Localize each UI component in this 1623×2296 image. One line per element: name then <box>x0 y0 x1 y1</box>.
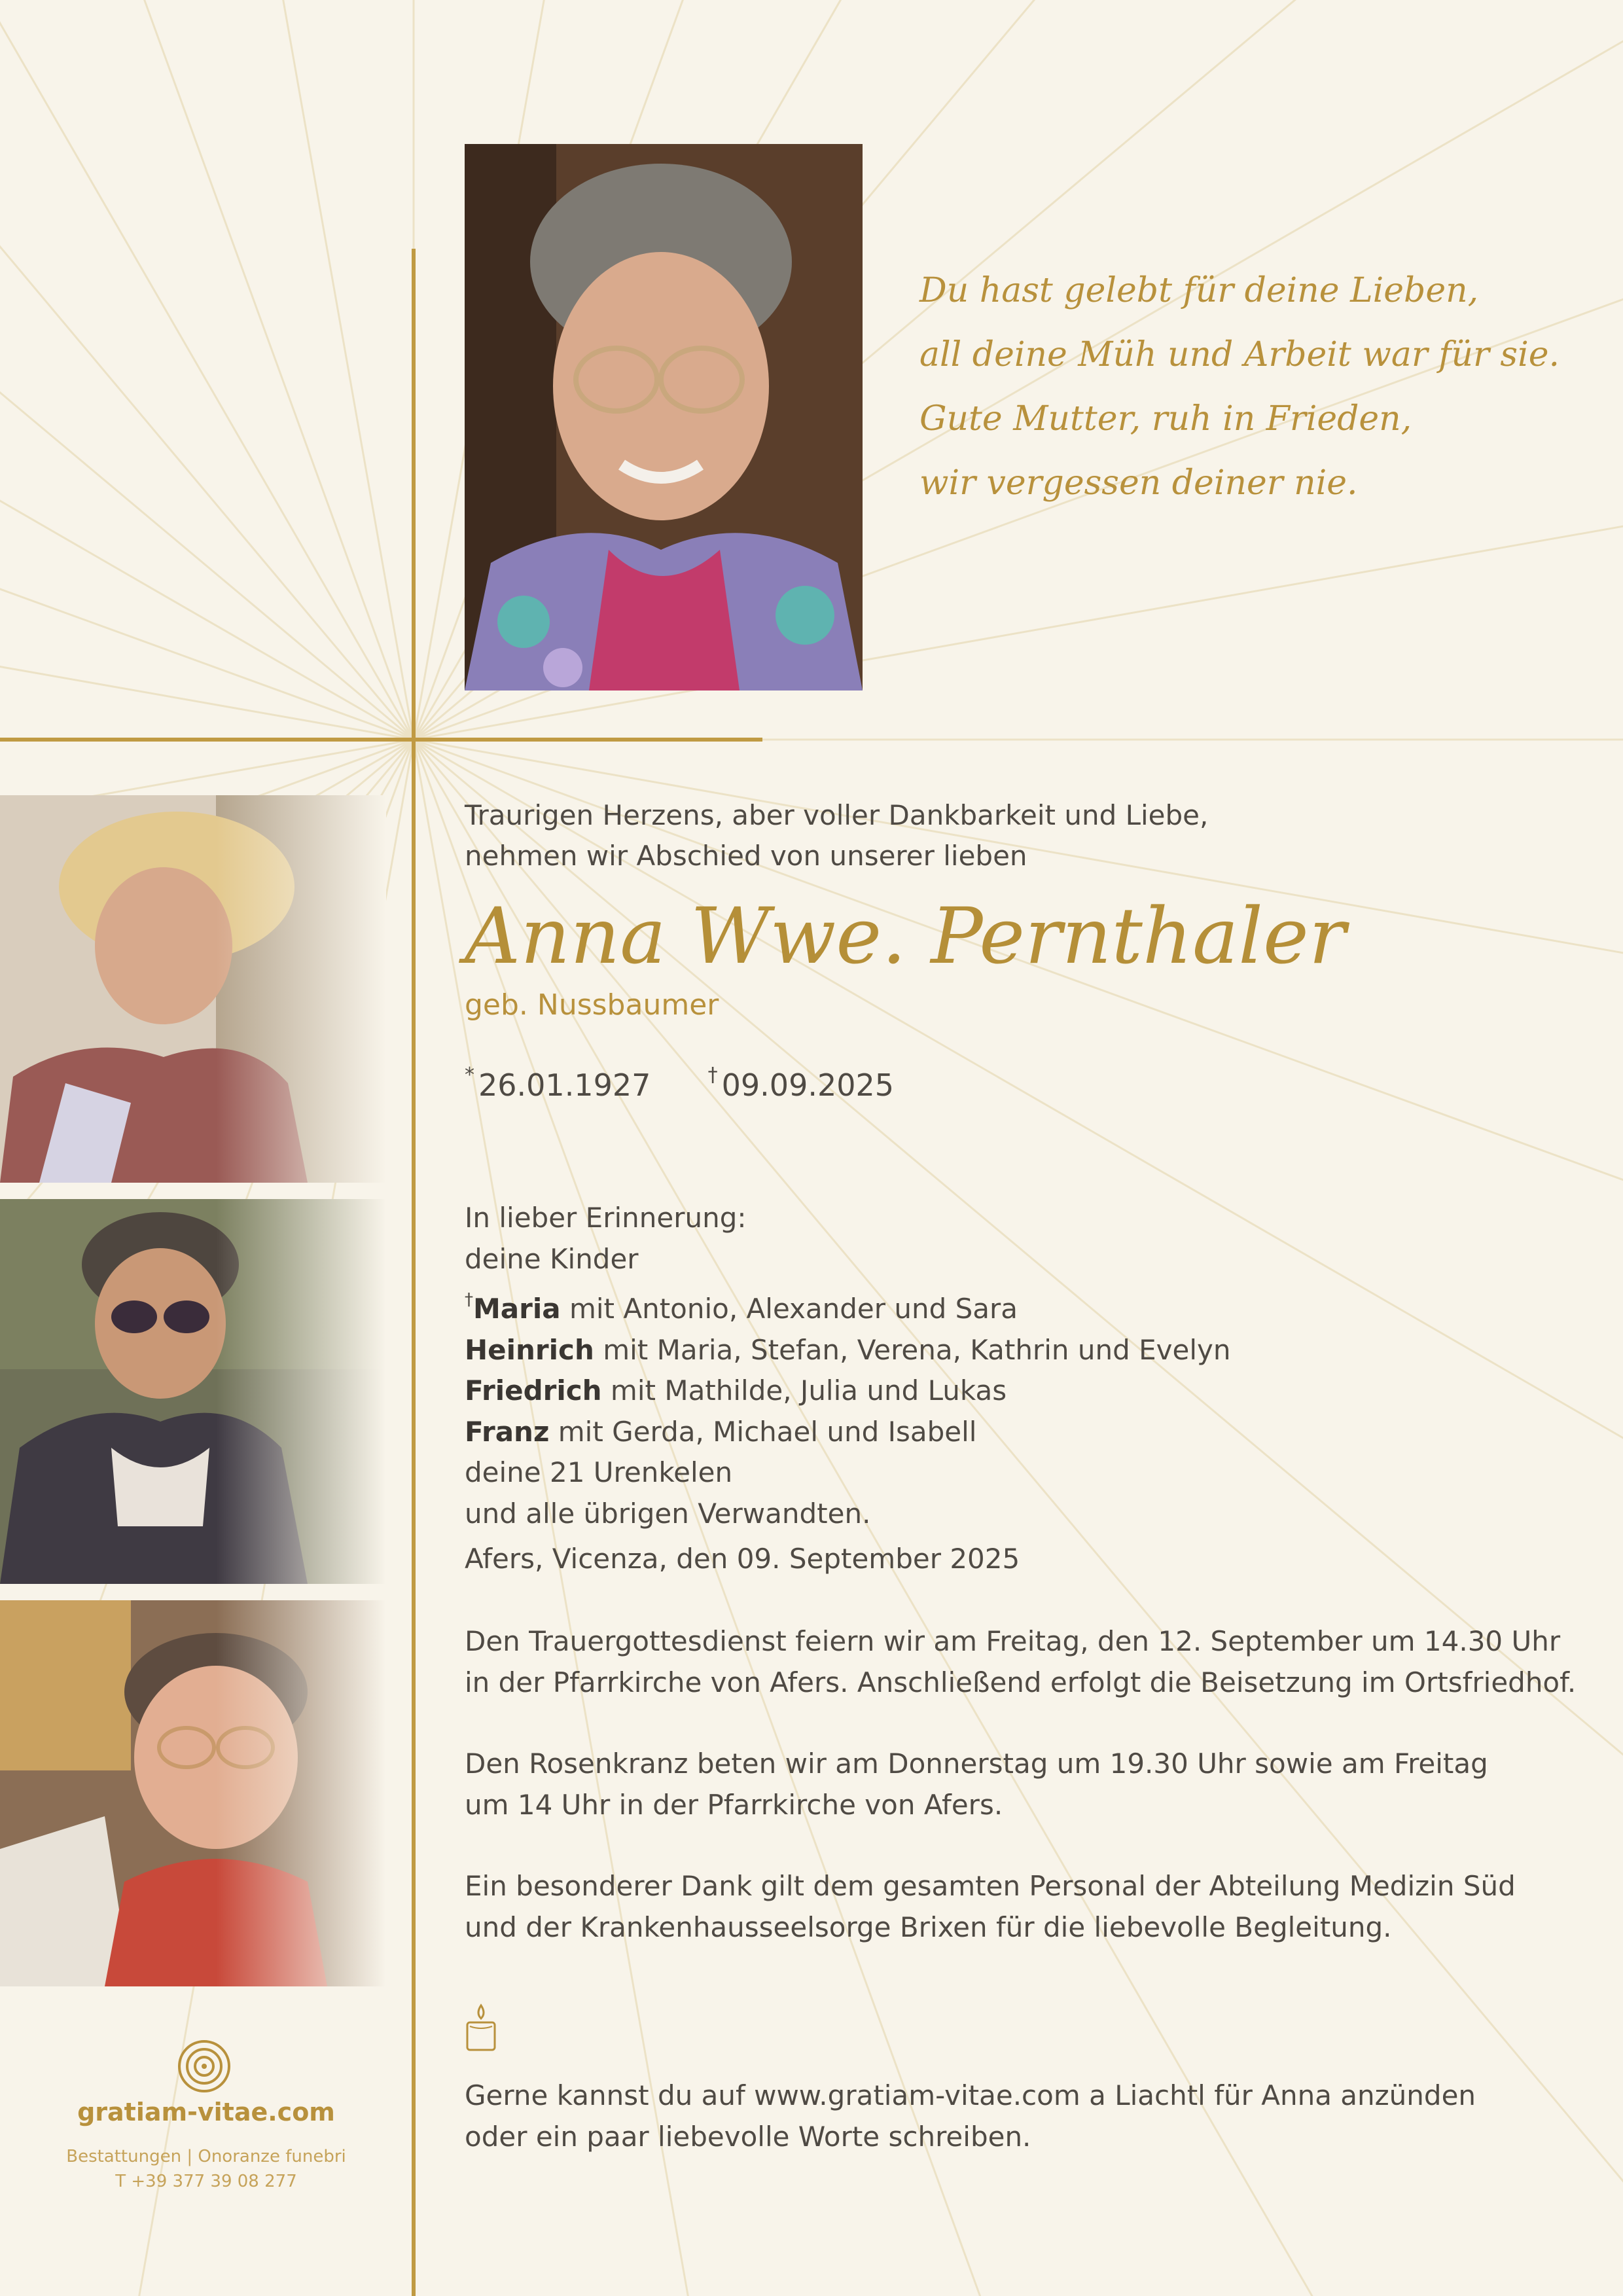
cross-horizontal-line <box>0 738 762 742</box>
background-ray <box>0 0 414 740</box>
child-name: Heinrich <box>465 1333 594 1366</box>
main-portrait-photo <box>465 144 863 691</box>
place-date: Afers, Vicenza, den 09. September 2025 <box>465 1543 1020 1575</box>
death-date: 09.09.2025 <box>721 1067 895 1103</box>
memorial-quote <box>919 259 1587 515</box>
thanks-info <box>465 1865 1590 1948</box>
background-ray <box>0 0 414 740</box>
thanks-line: und der Krankenhausseelsorge Brixen für die liebevolle Begleitung. <box>465 1911 1392 1943</box>
rosary-info <box>465 1743 1590 1825</box>
child-name: Friedrich <box>465 1374 602 1407</box>
rosary-line: um 14 Uhr in der Pfarrkirche von Afers. <box>465 1789 1003 1821</box>
child-cross: † <box>465 1290 473 1310</box>
deceased-name: Anna Wwe. Pernthaler <box>465 891 1346 981</box>
survivors-list <box>465 1198 1577 1534</box>
child-name: Franz <box>465 1415 550 1448</box>
online-line[interactable]: Gerne kannst du auf www.gratiam-vitae.com a Liachtl für Anna anzünden <box>465 2079 1476 2111</box>
online-line: oder ein paar liebevolle Worte schreiben. <box>465 2121 1031 2153</box>
birth-symbol: * <box>465 1064 474 1086</box>
quote-line: Gute Mutter, ruh in Frieden, <box>919 399 1412 439</box>
background-ray <box>0 262 414 740</box>
child-entry <box>465 1412 1577 1453</box>
quote-line: all deine Müh und Arbeit war für sie. <box>919 335 1560 374</box>
birth-name: geb. Nussbaumer <box>465 988 719 1022</box>
quote-line: wir vergessen deiner nie. <box>919 463 1358 503</box>
funeral-line: Den Trauergottesdienst feiern wir am Freitag, den 12. September um 14.30 Uhr <box>465 1625 1561 1657</box>
quote-line: Du hast gelebt für deine Lieben, <box>919 271 1479 310</box>
intro-line: nehmen wir Abschied von unserer lieben <box>465 840 1027 872</box>
side-photo-sunglasses <box>0 1199 386 1584</box>
rosary-line: Den Rosenkranz beten wir am Donnerstag um 19.30 Uhr sowie am Freitag <box>465 1748 1488 1780</box>
child-family: mit Gerda, Michael und Isabell <box>549 1415 977 1448</box>
background-ray <box>0 0 414 740</box>
background-ray <box>0 0 414 740</box>
child-family: mit Antonio, Alexander und Sara <box>560 1293 1018 1325</box>
life-dates <box>465 1064 894 1103</box>
thanks-line: Ein besonderer Dank gilt dem gesamten Personal der Abteilung Medizin Süd <box>465 1870 1516 1902</box>
online-info <box>465 2075 1590 2157</box>
child-entry <box>465 1280 1577 1330</box>
background-ray <box>0 0 414 740</box>
memory-children-heading: deine Kinder <box>465 1242 639 1275</box>
child-name: Maria <box>473 1293 561 1325</box>
background-ray <box>0 0 414 740</box>
other-relatives: und alle übrigen Verwandten. <box>465 1497 871 1530</box>
background-ray <box>0 0 414 740</box>
candle-icon <box>465 2003 497 2053</box>
intro-line: Traurigen Herzens, aber voller Dankbarkeit und Liebe, <box>465 799 1209 831</box>
child-family: mit Maria, Stefan, Verena, Kathrin und Evelyn <box>594 1333 1231 1366</box>
funeral-info <box>465 1621 1590 1703</box>
spiral-logo-icon <box>177 2039 232 2094</box>
side-photo-traditional-dress <box>0 1600 386 1986</box>
intro-text <box>465 795 1577 876</box>
funeral-line: in der Pfarrkirche von Afers. Anschließend erfolgt die Beisetzung im Ortsfriedhof. <box>465 1666 1577 1698</box>
child-entry <box>465 1371 1577 1412</box>
memory-heading: In lieber Erinnerung: <box>465 1202 747 1234</box>
child-entry <box>465 1330 1577 1371</box>
death-symbol: † <box>707 1064 718 1086</box>
side-photo-straw-hat <box>0 795 386 1183</box>
brand-subtitle: Bestattungen | Onoranze funebri <box>66 2147 346 2166</box>
brand-phone: T +39 377 39 08 277 <box>115 2172 297 2191</box>
brand-name[interactable]: gratiam-vitae.com <box>77 2098 335 2126</box>
great-grandchildren: deine 21 Urenkelen <box>465 1456 733 1488</box>
child-family: mit Mathilde, Julia und Lukas <box>601 1374 1007 1407</box>
birth-date: 26.01.1927 <box>478 1067 651 1103</box>
cross-vertical-line <box>412 249 416 2296</box>
